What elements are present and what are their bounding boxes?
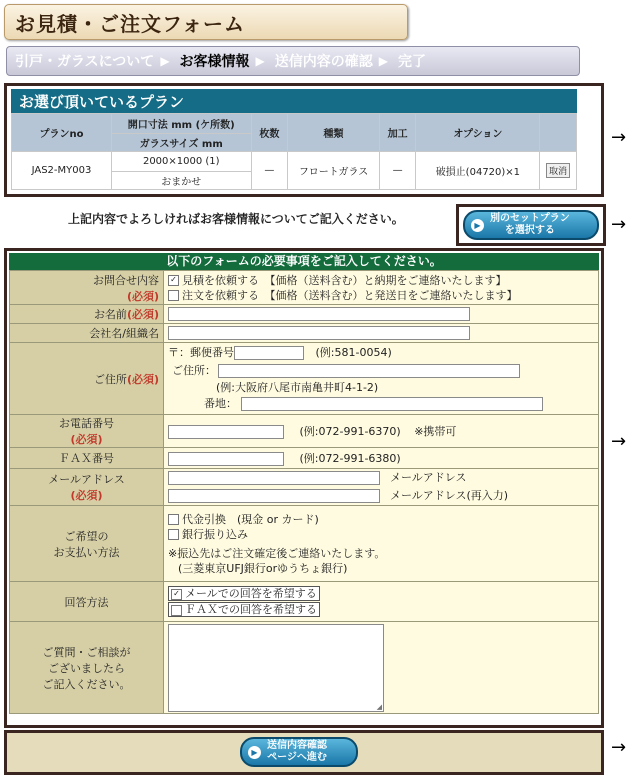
table-row — [12, 152, 577, 172]
col-plan-no: プランno — [12, 114, 112, 152]
address-input[interactable] — [218, 364, 520, 378]
button-label: ページへ進む — [267, 752, 327, 763]
col-processing: 加工 — [379, 114, 416, 152]
payment-label-text: お支払い方法 — [53, 545, 120, 559]
payment-note-banks: (三菱東京UFJ銀行orゆうちょ銀行) — [178, 561, 348, 575]
step-arrow-icon: ▶ — [160, 54, 170, 68]
col-opening-size: 開口寸法 mm (ケ所数) — [111, 114, 251, 134]
arrow-right-icon: → — [611, 737, 627, 758]
address-label — [10, 343, 164, 415]
fax-field — [164, 448, 599, 469]
reply-fax-label: ＦＡＸでの回答を希望する — [185, 603, 317, 616]
email-confirm-input[interactable] — [168, 489, 380, 503]
plan-no-cell: JAS2-MY003 — [12, 152, 112, 190]
question-label-text: ご記入ください。 — [42, 677, 131, 691]
type-cell: フロートガラス — [288, 152, 380, 190]
inquiry-label — [10, 271, 164, 305]
arrow-right-icon: → — [611, 431, 627, 452]
col-option: オプション — [416, 114, 540, 152]
payment-cod-checkbox[interactable] — [168, 514, 179, 525]
address-input-label: ご住所： — [172, 364, 216, 377]
email-field — [164, 469, 599, 506]
form-heading: 以下のフォームの必要事項をご記入してください。 — [9, 253, 599, 270]
phone-label — [10, 415, 164, 448]
alt-plan-frame — [456, 204, 606, 246]
email-input[interactable] — [168, 471, 380, 485]
address-number-input[interactable] — [241, 397, 543, 411]
opening-size-cell: 2000×1000 (1) — [111, 152, 251, 172]
inquiry-field — [164, 271, 599, 305]
email-label — [10, 469, 164, 506]
address-example: (例:大阪府八尾市南亀井町4-1-2) — [216, 381, 379, 394]
step-1: 引戸・ガラスについて — [15, 54, 155, 70]
question-field — [164, 622, 599, 714]
customer-form — [4, 248, 604, 728]
page-title: お見積・ご注文フォーム — [4, 4, 408, 40]
arrow-right-icon: → — [611, 214, 627, 235]
step-2: お客様情報 — [179, 54, 250, 70]
address-field — [164, 343, 599, 415]
phone-label-text: お電話番号 — [59, 417, 114, 430]
col-glass-size: ガラスサイズ mm — [111, 134, 251, 152]
processing-cell: — — [379, 152, 416, 190]
question-label — [10, 622, 164, 714]
confirm-submit-button[interactable] — [240, 737, 358, 767]
required-mark: (必須) — [70, 433, 103, 446]
reply-label: 回答方法 — [10, 582, 164, 622]
select-other-plan-button[interactable] — [463, 210, 599, 240]
payment-bank-checkbox[interactable] — [168, 529, 179, 540]
form-table — [9, 270, 599, 714]
col-cancel — [540, 114, 577, 152]
step-arrow-icon: ▶ — [255, 54, 265, 68]
payment-note: ※振込先はご注文確定後ご連絡いたします。 — [168, 546, 386, 560]
reply-fax-checkbox[interactable] — [171, 605, 182, 616]
phone-input[interactable] — [168, 425, 284, 439]
payment-field — [164, 506, 599, 582]
phone-example: (例:072-991-6370) — [299, 425, 401, 438]
inquiry-label-text: お問合せ内容 — [93, 273, 159, 287]
payment-bank-label: 銀行振り込み — [182, 527, 248, 541]
fax-example: (例:072-991-6380) — [299, 452, 401, 465]
required-mark: (必須) — [70, 489, 103, 502]
glass-size-cell: おまかせ — [111, 172, 251, 190]
count-cell: — — [251, 152, 288, 190]
name-field — [164, 305, 599, 324]
question-label-text: ご質問・ご相談が — [42, 645, 131, 659]
number-label: 番地： — [204, 397, 237, 410]
notice-text: 上記内容でよろしければお客様情報についてご記入ください。 — [68, 212, 404, 226]
cancel-cell — [540, 152, 577, 190]
payment-label — [10, 506, 164, 582]
button-label: 送信内容確認 — [267, 740, 327, 751]
col-count: 枚数 — [251, 114, 288, 152]
phone-note: ※携帯可 — [414, 425, 457, 438]
progress-steps — [6, 46, 580, 76]
reply-field — [164, 582, 599, 622]
reply-fax-option[interactable] — [168, 602, 320, 617]
company-input[interactable] — [168, 326, 470, 340]
company-field — [164, 324, 599, 343]
step-4: 完了 — [398, 54, 427, 70]
col-type: 種類 — [288, 114, 380, 152]
button-label: を選択する — [504, 225, 555, 236]
plan-section — [4, 83, 604, 197]
reply-email-checkbox[interactable]: ✓ — [171, 589, 182, 600]
plan-heading: お選び頂いているプラン — [11, 89, 577, 113]
step-3: 送信内容の確認 — [274, 54, 373, 70]
required-mark: (必須) — [126, 289, 159, 303]
name-label — [10, 305, 164, 324]
required-mark: (必須) — [126, 372, 159, 386]
inquiry-estimate-label: 見積を依頼する 【価格（送料含む）と納期をご連絡いたします】 — [182, 273, 507, 287]
payment-cod-label: 代金引換 (現金 or カード) — [182, 512, 319, 526]
zip-input[interactable] — [234, 346, 304, 360]
submit-section — [4, 730, 604, 775]
plan-table — [11, 113, 577, 190]
email-label-text: メールアドレス — [48, 473, 125, 486]
required-mark: (必須) — [126, 308, 159, 321]
inquiry-order-label: 注文を依頼する 【価格（送料含む）と発送日をご連絡いたします】 — [182, 288, 518, 302]
question-textarea[interactable] — [168, 624, 384, 712]
email-confirm-hint: メールアドレス(再入力) — [390, 489, 509, 502]
phone-field — [164, 415, 599, 448]
reply-email-label: メールでの回答を希望する — [185, 587, 317, 600]
email-hint: メールアドレス — [390, 471, 467, 484]
reply-email-option[interactable] — [168, 586, 320, 601]
step-arrow-icon: ▶ — [378, 54, 389, 68]
zip-example: (例:581-0054) — [315, 346, 392, 359]
name-input[interactable] — [168, 307, 470, 321]
option-cell: 破損止(04720)×1 — [416, 152, 540, 190]
fax-input[interactable] — [168, 452, 284, 466]
zip-label: 〒：郵便番号 — [168, 346, 234, 359]
name-label-text: お名前 — [93, 308, 127, 321]
resize-handle-icon[interactable]: ◢ — [376, 702, 382, 711]
payment-label-text: ご希望の — [64, 529, 109, 543]
fax-label: ＦＡＸ番号 — [10, 448, 164, 469]
address-label-text: ご住所 — [93, 372, 127, 386]
cancel-button[interactable]: 取消 — [546, 163, 570, 178]
inquiry-order-checkbox[interactable] — [168, 290, 179, 301]
play-icon: ▶ — [248, 746, 261, 759]
inquiry-estimate-checkbox[interactable]: ✓ — [168, 275, 179, 286]
question-label-text: ございましたら — [48, 661, 125, 675]
play-icon: ▶ — [471, 219, 484, 232]
company-label: 会社名/組織名 — [10, 324, 164, 343]
arrow-right-icon: → — [611, 127, 627, 148]
button-label: 別のセットプラン — [490, 213, 570, 224]
